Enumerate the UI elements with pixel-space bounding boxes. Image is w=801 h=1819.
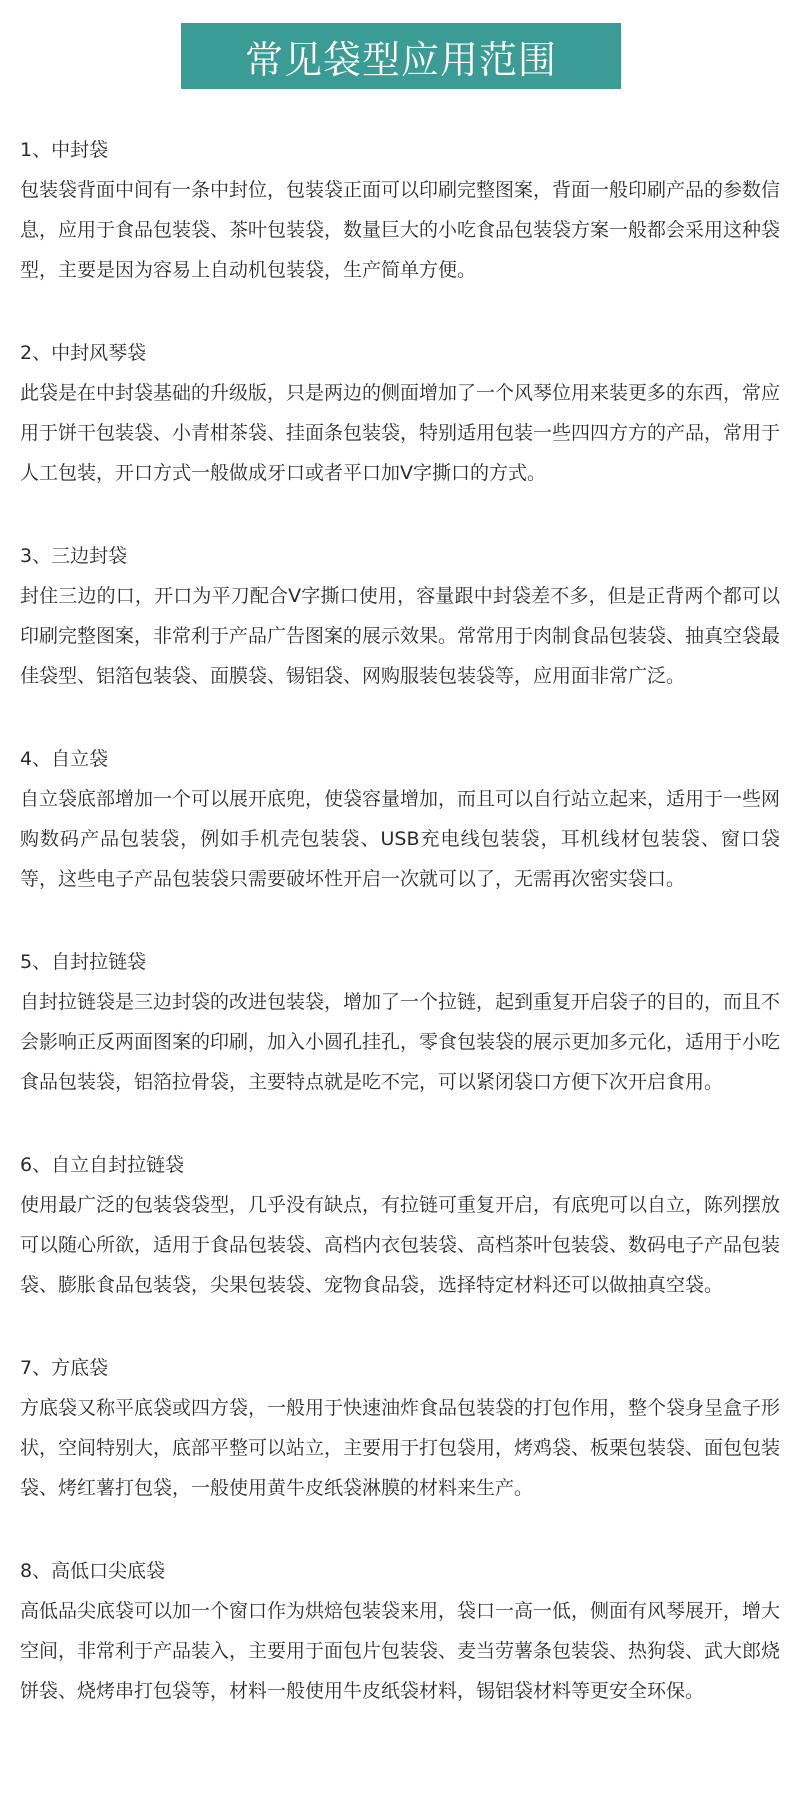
section-heading: 4、自立袋: [20, 748, 109, 770]
section-body: 方底袋又称平底袋或四方袋，一般用于快速油炸食品包装袋的打包作用，整个袋身呈盒子形状，空间特别大，底部平整可以站立，主要用于打包袋用，烤鸡袋、板栗包装袋、面包包装袋、烤红薯打包袋，一般使用黄牛皮纸袋淋膜的材料来生产。: [20, 1397, 781, 1499]
page-title: 常见袋型应用范围: [244, 37, 557, 82]
section-body: 使用最广泛的包装袋袋型，几乎没有缺点，有拉链可重复开启，有底兜可以自立，陈列摆放可以随心所欲，适用于食品包装袋、高档内衣包装袋、高档茶叶包装袋、数码电子产品包装袋、膨胀食品包装袋，尖果包装袋、宠物食品袋，选择特定材料还可以做抽真空袋。: [20, 1194, 781, 1296]
section-heading: 8、高低口尖底袋: [20, 1560, 166, 1582]
section-zipper-bag: [20, 942, 780, 1145]
section-heading: 5、自封拉链袋: [20, 951, 147, 973]
section-three-side-seal-bag: [20, 536, 780, 739]
section-stand-up-bag: [20, 739, 780, 942]
section-stand-up-zipper-bag: [20, 1145, 780, 1348]
section-gusset-center-seal-bag: [20, 333, 780, 536]
content-area: [20, 130, 780, 1754]
section-body: 封住三边的口，开口为平刀配合V字撕口使用，容量跟中封袋差不多，但是正背两个都可以印刷完整图案，非常利于产品广告图案的展示效果。常常用于肉制食品包装袋、抽真空袋最佳袋型、铝箔包装袋、面膜袋、锡铝袋、网购服装包装袋等，应用面非常广泛。: [20, 585, 781, 687]
section-body: 高低品尖底袋可以加一个窗口作为烘焙包装袋来用，袋口一高一低，侧面有风琴展开，增大空间，非常利于产品装入，主要用于面包片包装袋、麦当劳薯条包装袋、热狗袋、武大郎烧饼袋、烧烤串打包袋等，材料一般使用牛皮纸袋材料，锡铝袋材料等更安全环保。: [20, 1600, 781, 1702]
section-heading: 7、方底袋: [20, 1357, 109, 1379]
section-heading: 1、中封袋: [20, 139, 109, 161]
section-heading: 6、自立自封拉链袋: [20, 1154, 185, 1176]
section-heading: 2、中封风琴袋: [20, 342, 147, 364]
section-heading: 3、三边封袋: [20, 545, 128, 567]
section-center-seal-bag: [20, 130, 780, 333]
section-square-bottom-bag: [20, 1348, 780, 1551]
section-body: 自封拉链袋是三边封袋的改进包装袋，增加了一个拉链，起到重复开启袋子的目的，而且不会影响正反两面图案的印刷，加入小圆孔挂孔，零食包装袋的展示更加多元化，适用于小吃食品包装袋，铝箔拉骨袋，主要特点就是吃不完，可以紧闭袋口方便下次开启食用。: [20, 991, 781, 1093]
title-banner: [181, 23, 621, 89]
section-pointed-bottom-bag: [20, 1551, 780, 1754]
section-body: 此袋是在中封袋基础的升级版，只是两边的侧面增加了一个风琴位用来装更多的东西，常应用于饼干包装袋、小青柑茶袋、挂面条包装袋，特别适用包装一些四四方方的产品，常用于人工包装，开口方式一般做成牙口或者平口加V字撕口的方式。: [20, 382, 781, 484]
section-body: 包装袋背面中间有一条中封位，包装袋正面可以印刷完整图案，背面一般印刷产品的参数信息，应用于食品包装袋、茶叶包装袋，数量巨大的小吃食品包装袋方案一般都会采用这种袋型，主要是因为容易上自动机包装袋，生产简单方便。: [20, 179, 781, 281]
section-body: 自立袋底部增加一个可以展开底兜，使袋容量增加，而且可以自行站立起来，适用于一些网购数码产品包装袋，例如手机壳包装袋、USB充电线包装袋，耳机线材包装袋、窗口袋等，这些电子产品包装袋只需要破坏性开启一次就可以了，无需再次密实袋口。: [20, 788, 781, 890]
